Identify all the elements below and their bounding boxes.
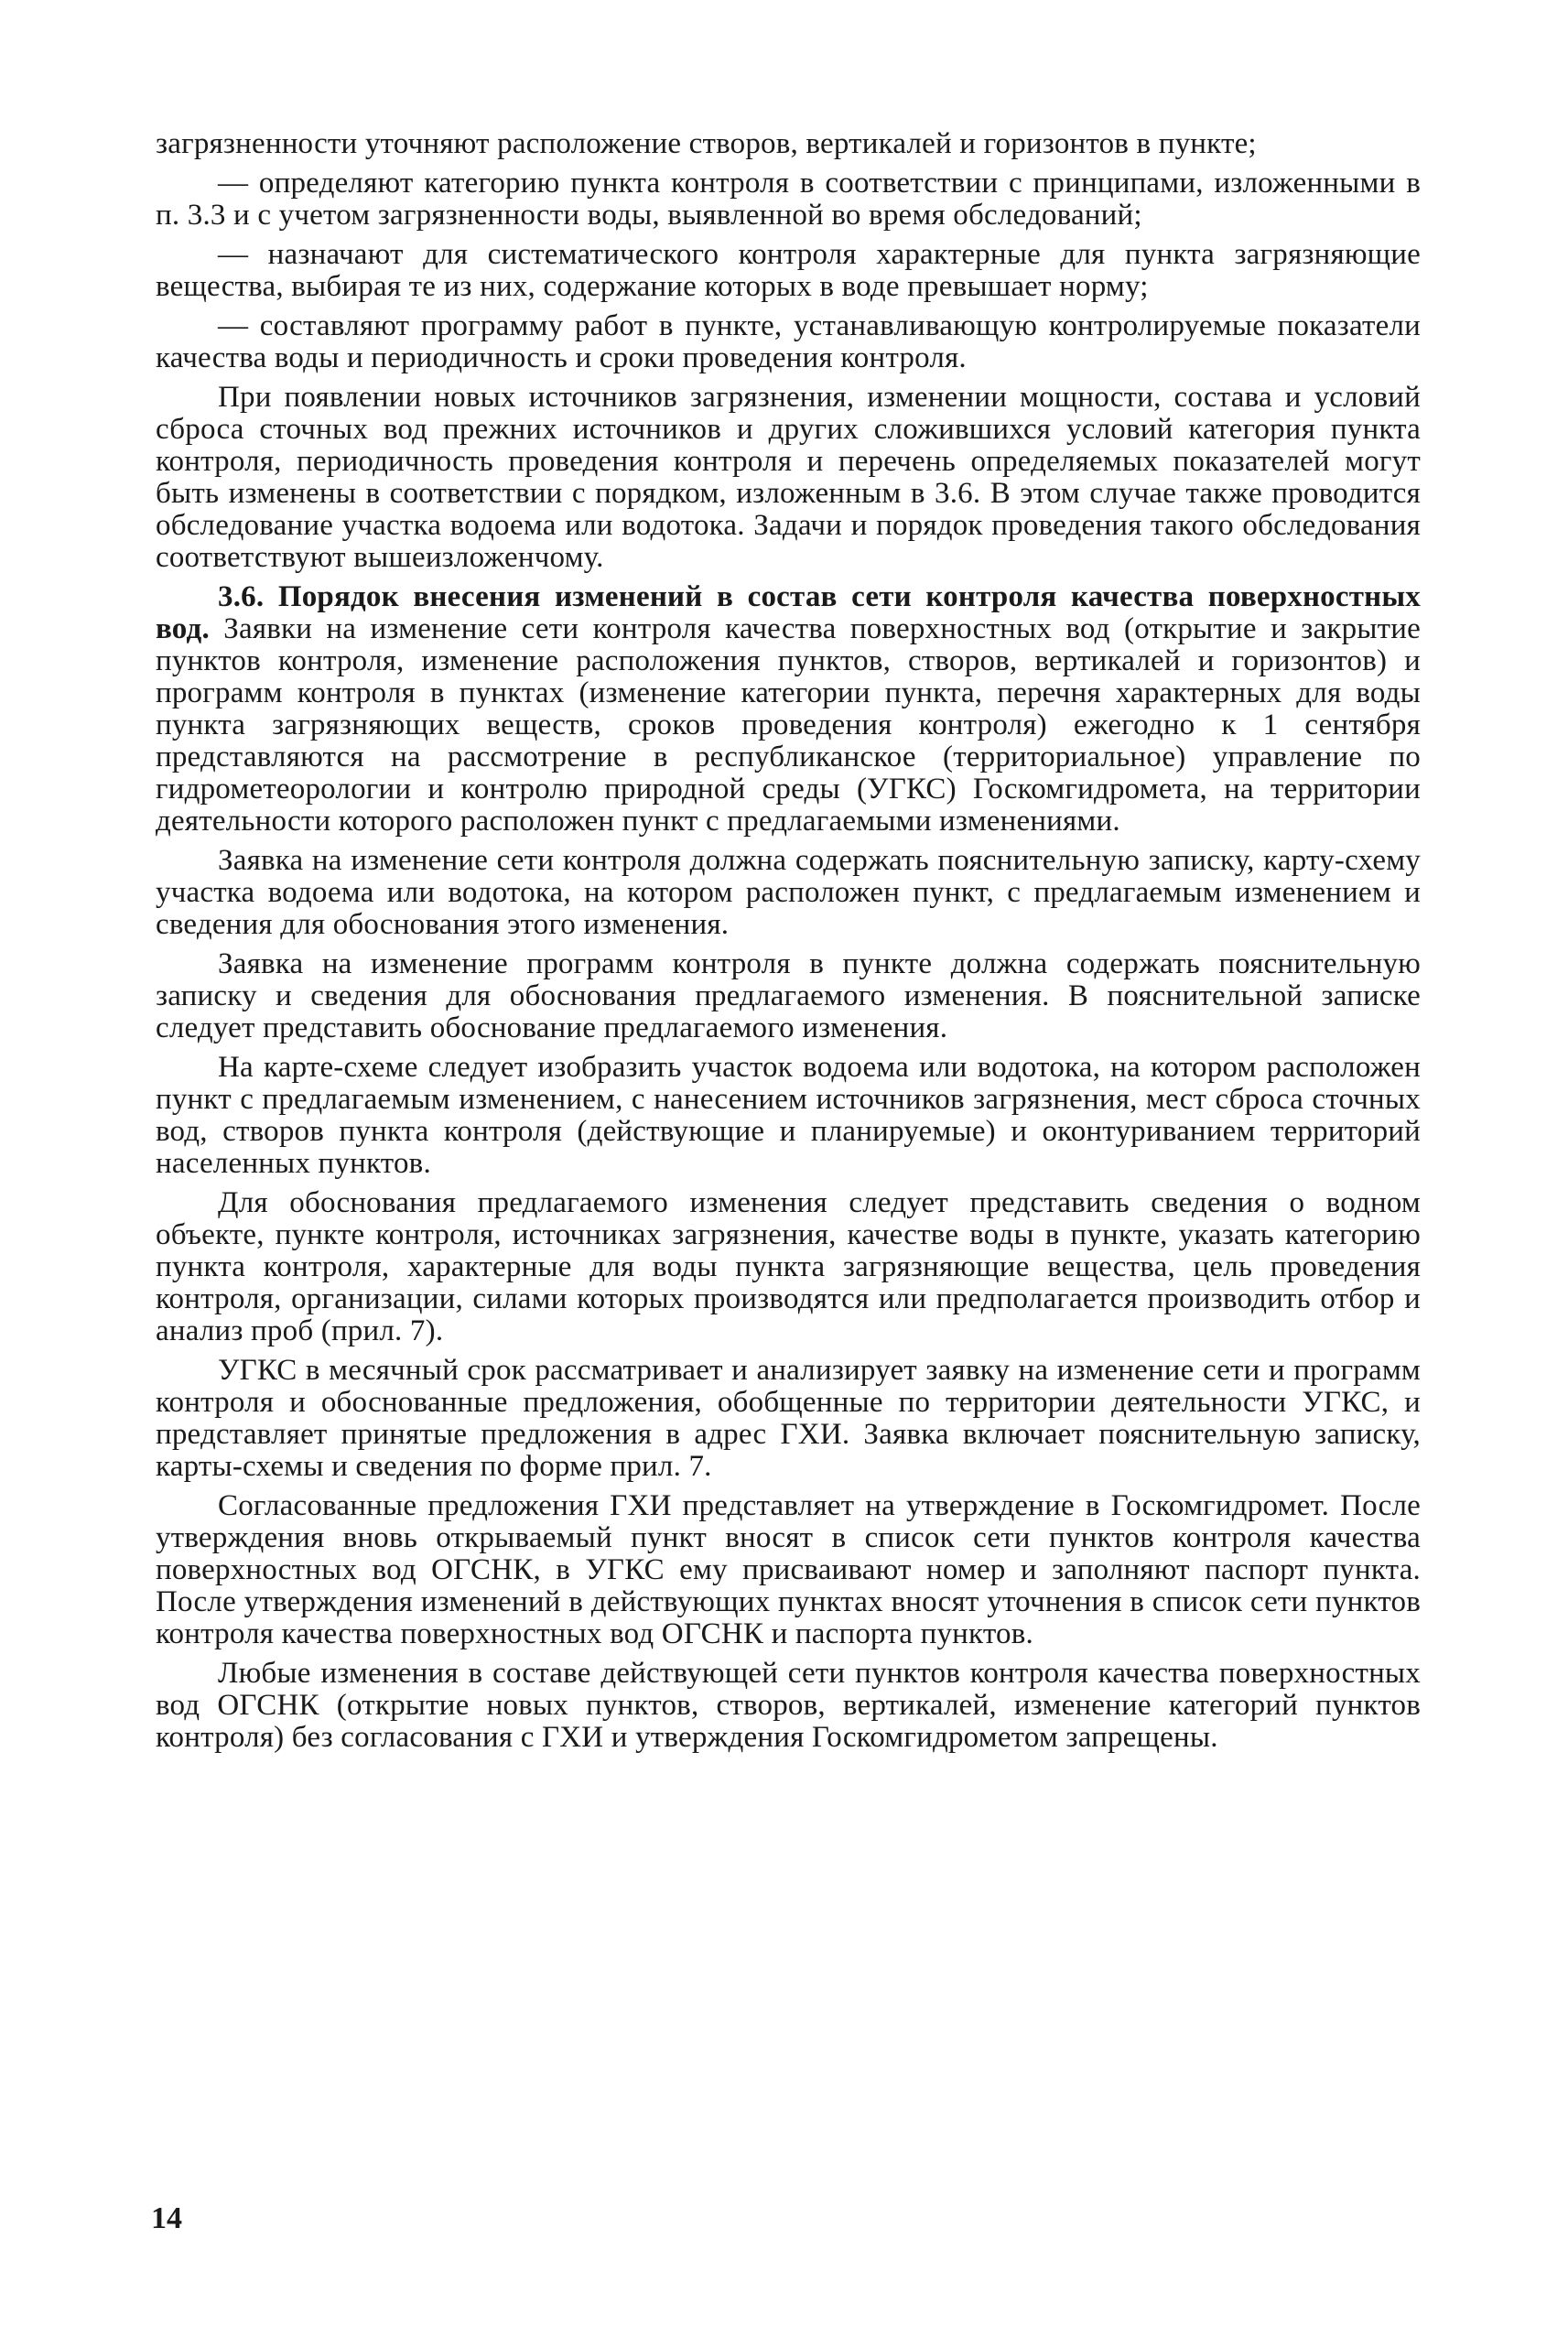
section-heading: 3.6. Порядок внесения изменений в состав сети контроля качества поверхностных вод. xyxy=(156,580,1421,645)
list-item: — составляют программу работ в пункте, устанавливающую контролируемые показатели качества воды и периодичность и сроки проведения контроля. xyxy=(156,309,1421,374)
paragraph: На карте-схеме следует изобразить участок водоема или водотока, на котором расположен пункт с предлагаемым изменением, с нанесением источников загрязнения, мест сброса сточных вод, створов пункта контроля (действующие и планируемые) и оконтуриванием территорий населенных пунктов. xyxy=(156,1051,1421,1180)
section-paragraph xyxy=(156,581,1421,838)
paragraph: УГКС в месячный срок рассматривает и анализирует заявку на изменение сети и программ контроля и обоснованные предложения, обобщенные по территории деятельности УГКС, и представляет принятые предложения в адрес ГХИ. Заявка включает пояснительную записку, карты-схемы и сведения по форме прил. 7. xyxy=(156,1354,1421,1483)
page-number: 14 xyxy=(151,2201,182,2235)
paragraph: Заявка на изменение сети контроля должна содержать пояснительную записку, карту-схему участка водоема или водотока, на котором расположен пункт, с предлагаемым изменением и сведения для обоснования этого изменения. xyxy=(156,844,1421,941)
paragraph: При появлении новых источников загрязнения, изменении мощности, состава и условий сброса сточных вод прежних источников и других сложившихся условий категория пункта контроля, периодичность проведения контроля и перечень определяемых показателей могут быть изменены в соответствии с порядком, изложенным в 3.6. В этом случае также проводится обследование участка водоема или водотока. Задачи и порядок проведения такого обследования соответствуют вышеизложенчому. xyxy=(156,381,1421,574)
list-item: — назначают для систематического контроля характерные для пункта загрязняющие вещества, выбирая те из них, содержание которых в воде превышает норму; xyxy=(156,238,1421,303)
paragraph-continuation: загрязненности уточняют расположение створов, вертикалей и горизонтов в пункте; xyxy=(156,127,1257,160)
paragraph: Согласованные предложения ГХИ представляет на утверждение в Госкомгидромет. После утверждения вновь открываемый пункт вносят в список сети пунктов контроля качества поверхностных вод ОГСНК, в УГКС ему присваивают номер и заполняют паспорт пункта. После утверждения изменений в действующих пунктах вносят уточнения в список сети пунктов контроля качества поверхностных вод ОГСНК и паспорта пунктов. xyxy=(156,1489,1421,1650)
paragraph: Заявка на изменение программ контроля в пункте должна содержать пояснительную записку и сведения для обоснования предлагаемого изменения. В пояснительной записке следует представить обоснование предлагаемого изменения. xyxy=(156,947,1421,1044)
list-item: — определяют категорию пункта контроля в соответствии с принципами, изложенными в п. 3.3 и с учетом загрязненности воды, выявленной во время обследований; xyxy=(156,167,1421,232)
text-column xyxy=(156,128,1421,1761)
section-body: Заявки на изменение сети контроля качества поверхностных вод (открытие и закрытие пунктов контроля, изменение расположения пунктов, створов, вертикалей и горизонтов) и программ контроля в пунктах (изменение категории пункта, перечня характерных для воды пункта загрязняющих веществ, сроков проведения контроля) ежегодно к 1 сентября представляются на рассмотрение в республиканское (территориальное) управление по гидрометеорологии и контролю природной среды (УГКС) Госкомгидромета, на территории деятельности которого расположен пункт с предлагаемыми изменениями. xyxy=(156,612,1422,838)
paragraph: Для обоснования предлагаемого изменения следует представить сведения о водном объекте, пункте контроля, источниках загрязнения, качестве воды в пункте, указать категорию пункта контроля, характерные для воды пункта загрязняющие вещества, цель проведения контроля, организации, силами которых производятся или предполагается производить отбор и анализ проб (прил. 7). xyxy=(156,1186,1421,1347)
paragraph: Любые изменения в составе действующей сети пунктов контроля качества поверхностных вод ОГСНК (открытие новых пунктов, створов, вертикалей, изменение категорий пунктов контроля) без согласования с ГХИ и утверждения Госкомгидрометом запрещены. xyxy=(156,1657,1421,1754)
